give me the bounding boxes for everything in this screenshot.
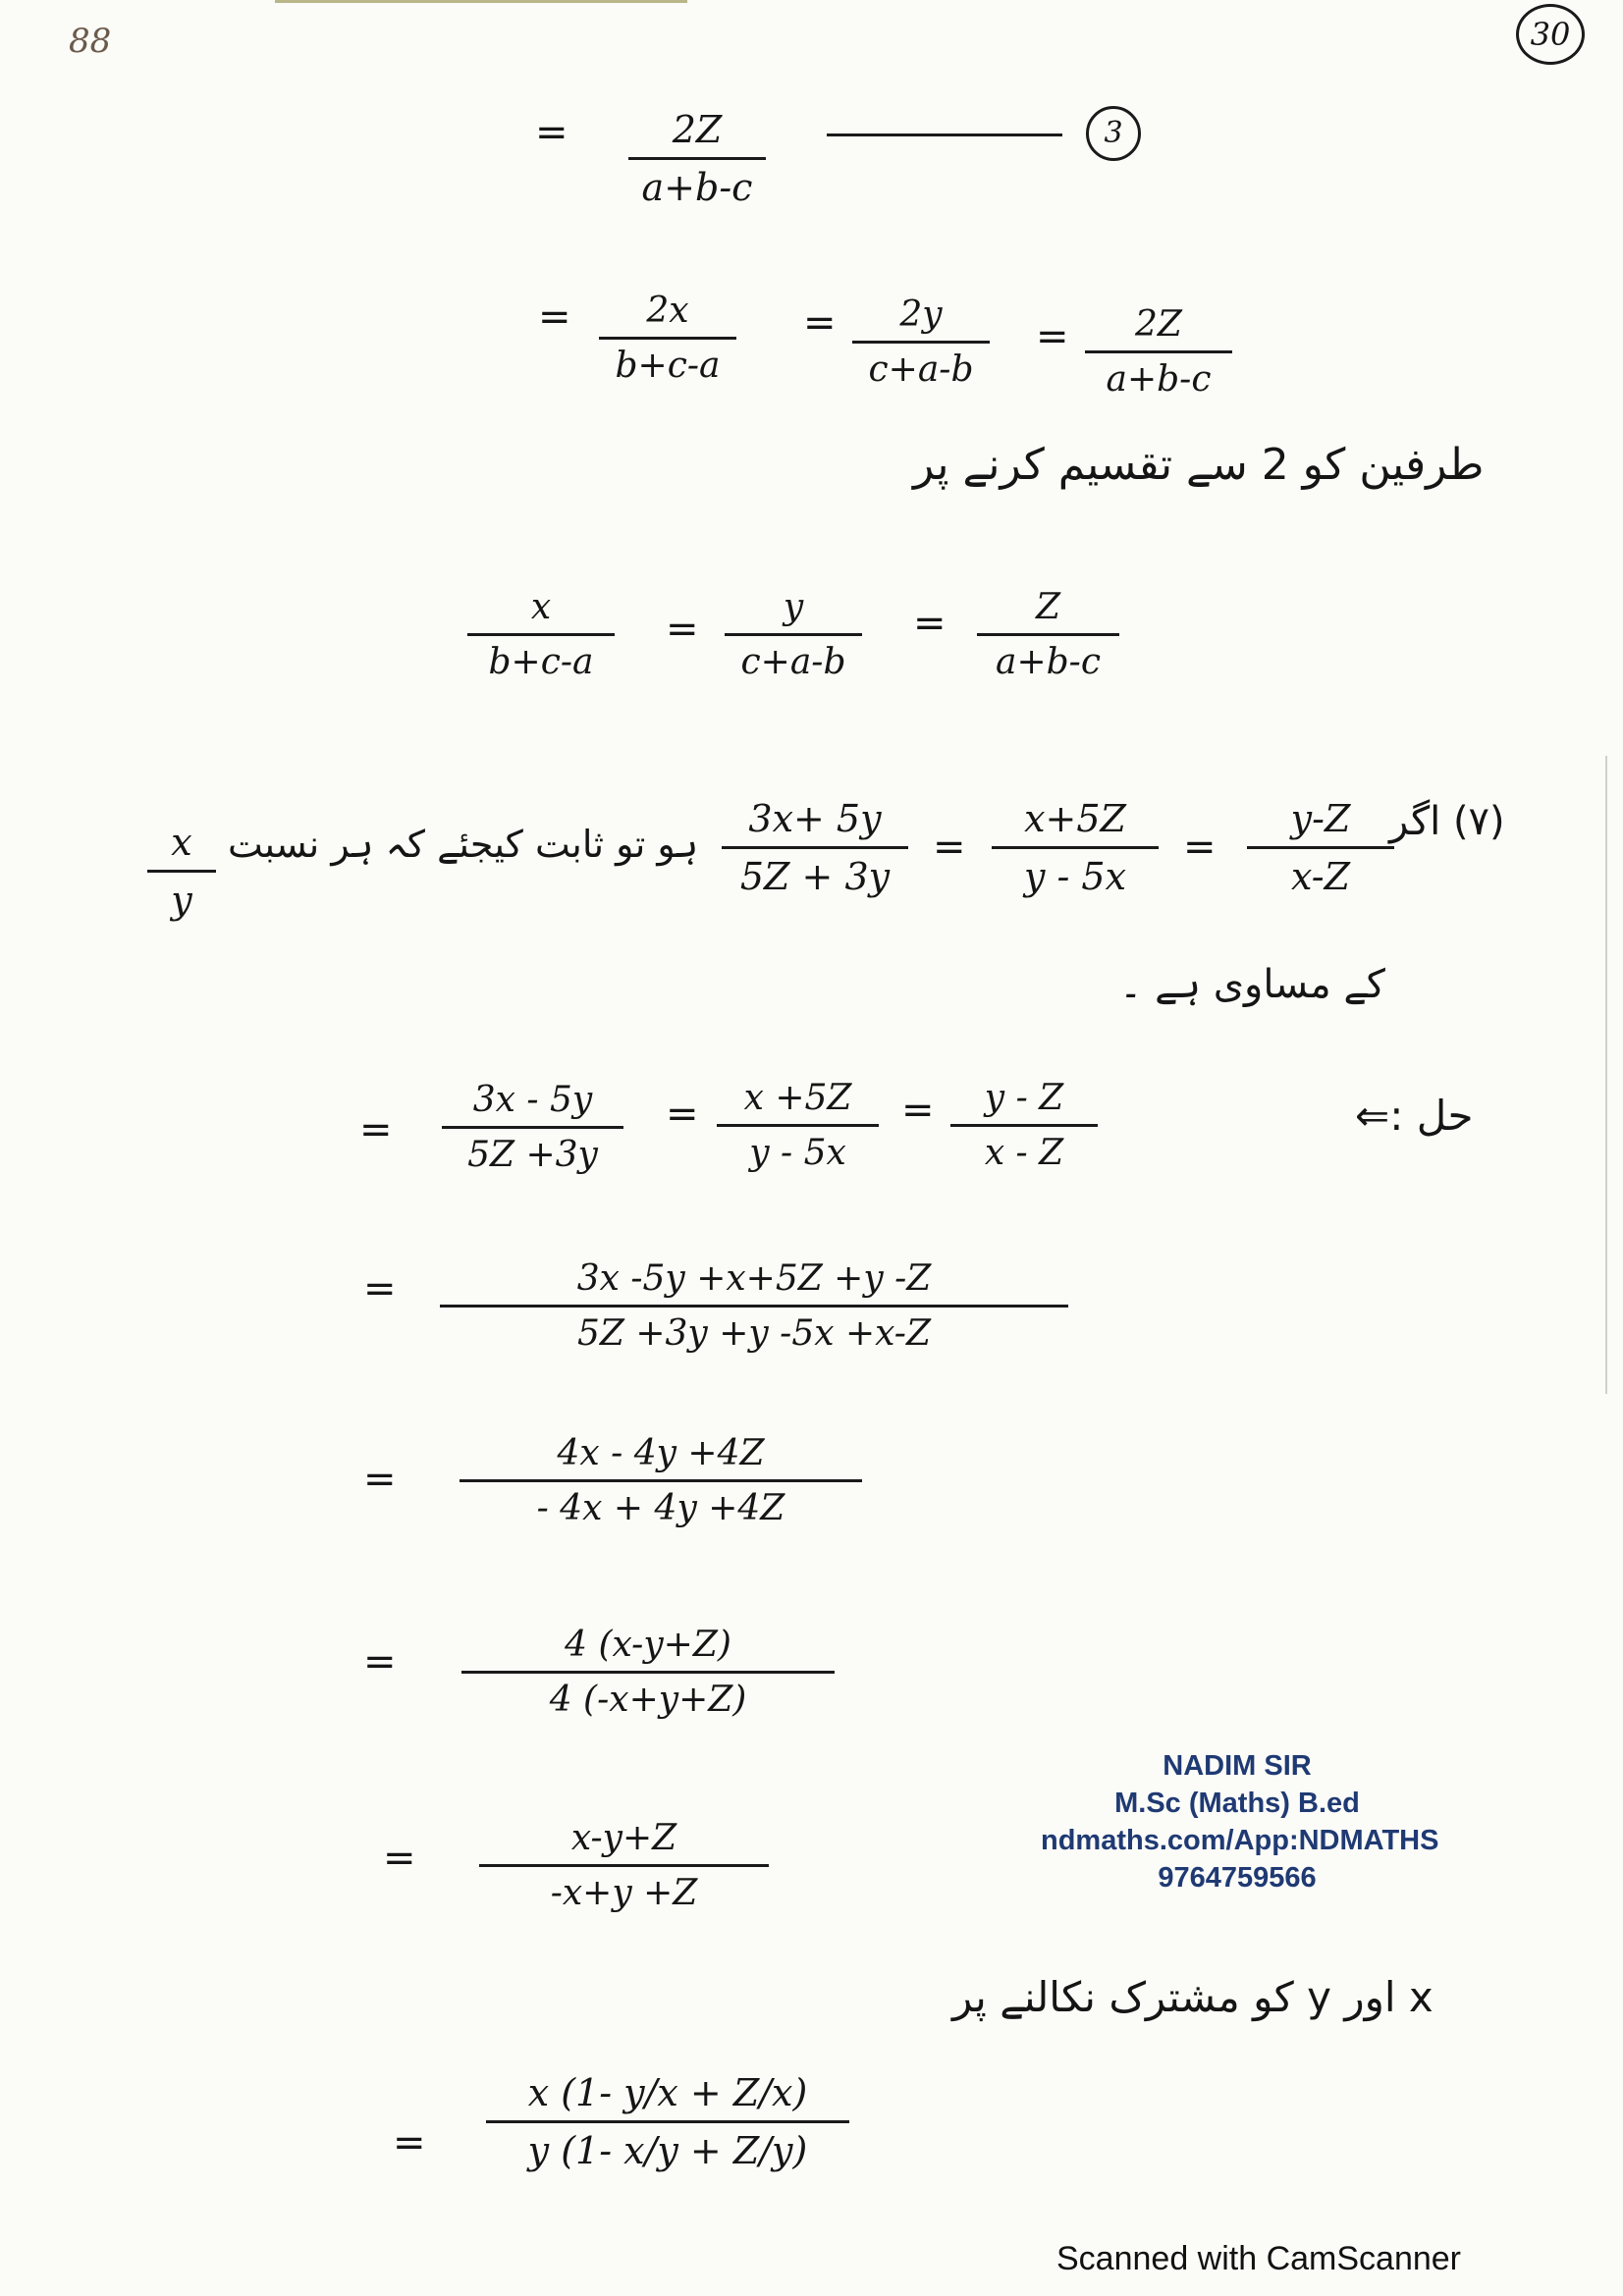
numerator: 3x - 5y — [472, 1080, 593, 1120]
top-edge-line — [275, 0, 687, 3]
numerator: 2x — [646, 291, 689, 331]
equals-sign: = — [803, 300, 837, 346]
fraction-bar — [1247, 846, 1394, 849]
fraction-bar — [461, 1671, 835, 1674]
equals-sign: = — [913, 601, 947, 646]
numerator: Z — [1035, 587, 1060, 627]
fraction-y — [725, 587, 862, 682]
equals-sign: = — [1183, 825, 1217, 870]
equals-sign: = — [363, 1266, 397, 1311]
numerator: x (1- y/x + Z/x) — [527, 2071, 808, 2114]
numerator: y - Z — [984, 1078, 1064, 1118]
denominator: y - 5x — [749, 1133, 846, 1173]
problem-fraction-3 — [1247, 797, 1394, 898]
equation-reference-3: 3 — [1086, 106, 1141, 161]
fraction-2z — [1085, 304, 1232, 400]
numerator: x+5Z — [1024, 797, 1126, 840]
numerator: 2Z — [1135, 304, 1182, 345]
step3-fraction — [460, 1433, 862, 1528]
author-stamp — [1041, 1747, 1439, 1896]
denominator: c+a-b — [740, 642, 846, 682]
right-margin-line — [1605, 756, 1607, 1394]
fraction-bar — [950, 1124, 1098, 1127]
equals-sign: = — [383, 1836, 416, 1881]
equals-sign: = — [666, 1092, 699, 1137]
denominator: y — [171, 879, 192, 922]
circled-page-number: 30 — [1516, 4, 1585, 65]
denominator: y (1- x/y + Z/y) — [527, 2129, 808, 2172]
fraction-x — [467, 587, 615, 682]
fraction-bar — [147, 870, 216, 873]
equals-sign: = — [538, 294, 571, 340]
stamp-name: NADIM SIR — [1163, 1750, 1312, 1782]
numerator: 4x - 4y +4Z — [557, 1433, 765, 1473]
fraction-z — [977, 587, 1119, 682]
denominator: 4 (-x+y+Z) — [549, 1680, 747, 1720]
equals-sign: = — [535, 110, 568, 155]
step1-fraction-2 — [717, 1078, 879, 1173]
numerator: 4 (x-y+Z) — [565, 1625, 731, 1665]
fraction-bar — [479, 1864, 769, 1867]
denominator: -x+y +Z — [550, 1873, 698, 1913]
denominator: a+b-c — [1106, 359, 1212, 400]
problem-label: (۷) اگر — [1389, 799, 1505, 844]
fraction-bar — [467, 633, 615, 636]
fraction-bar — [725, 633, 862, 636]
step6-fraction — [486, 2071, 849, 2172]
fraction-bar — [486, 2120, 849, 2123]
urdu-note-common: x اور y کو مشترک نکالنے پر — [952, 1973, 1434, 2021]
numerator: 3x -5y +x+5Z +y -Z — [576, 1258, 932, 1299]
numerator: 2Z — [672, 108, 723, 151]
urdu-note-divide: طرفین کو 2 سے تقسیم کرنے پر — [913, 440, 1485, 490]
solution-label: حل :⇐ — [1355, 1092, 1474, 1140]
ratio-x-over-y — [147, 821, 216, 922]
step1-fraction-3 — [950, 1078, 1098, 1173]
problem-fraction-2 — [992, 797, 1159, 898]
page-number: 88 — [69, 22, 112, 61]
denominator: a+b-c — [996, 642, 1101, 682]
reference-dash — [827, 133, 1062, 136]
numerator: y-Z — [1290, 797, 1351, 840]
denominator: 5Z + 3y — [739, 855, 891, 898]
fraction-bar — [1085, 350, 1232, 353]
fraction-bar — [440, 1305, 1068, 1308]
fraction-bar — [628, 157, 766, 160]
stamp-site: ndmaths.com/App:NDMATHS — [1041, 1825, 1439, 1856]
fraction-bar — [977, 633, 1119, 636]
denominator: b+c-a — [488, 642, 594, 682]
problem-tail-text: کے مساوی ہے ۔ — [1119, 962, 1385, 1007]
equals-sign: = — [363, 1639, 397, 1684]
denominator: - 4x + 4y +4Z — [536, 1488, 785, 1528]
equals-sign: = — [666, 607, 699, 652]
problem-middle-text: ہو تو ثابت کیجئے کہ ہر نسبت — [228, 823, 699, 866]
equals-sign: = — [393, 2120, 426, 2165]
numerator: 2y — [899, 294, 943, 335]
fraction-bar — [460, 1479, 862, 1482]
numerator: x-y+Z — [570, 1818, 677, 1858]
denominator: 5Z +3y — [467, 1135, 598, 1175]
denominator: y - 5x — [1023, 855, 1127, 898]
fraction-bar — [852, 341, 990, 344]
fraction-2x — [599, 291, 736, 386]
step4-fraction — [461, 1625, 835, 1720]
stamp-degree: M.Sc (Maths) B.ed — [1114, 1788, 1360, 1819]
step1-fraction-1 — [442, 1080, 623, 1175]
numerator: x — [171, 821, 192, 864]
denominator: a+b-c — [641, 166, 753, 209]
numerator: x +5Z — [743, 1078, 852, 1118]
fraction-bar — [599, 337, 736, 340]
equals-sign: = — [363, 1457, 397, 1502]
denominator: c+a-b — [868, 349, 974, 390]
fraction-bar — [717, 1124, 879, 1127]
denominator: x - Z — [984, 1133, 1064, 1173]
fraction-bar — [722, 846, 908, 849]
step5-fraction — [479, 1818, 769, 1913]
numerator: x — [530, 587, 552, 627]
denominator: b+c-a — [615, 346, 721, 386]
problem-fraction-1 — [722, 797, 908, 898]
scanner-footer: Scanned with CamScanner — [1056, 2240, 1462, 2277]
numerator: 3x+ 5y — [748, 797, 882, 840]
fraction-2y — [852, 294, 990, 390]
equals-sign: = — [933, 825, 966, 870]
step2-fraction — [440, 1258, 1068, 1354]
fraction-2z-over-a-b-c — [628, 108, 766, 209]
equals-sign: = — [901, 1088, 935, 1133]
fraction-bar — [442, 1126, 623, 1129]
equals-sign: = — [1036, 314, 1069, 359]
denominator: 5Z +3y +y -5x +x-Z — [577, 1313, 931, 1354]
stamp-phone: 9764759566 — [1158, 1862, 1317, 1894]
numerator: y — [783, 587, 804, 627]
denominator: x-Z — [1290, 855, 1350, 898]
fraction-bar — [992, 846, 1159, 849]
equals-sign: = — [359, 1107, 393, 1152]
